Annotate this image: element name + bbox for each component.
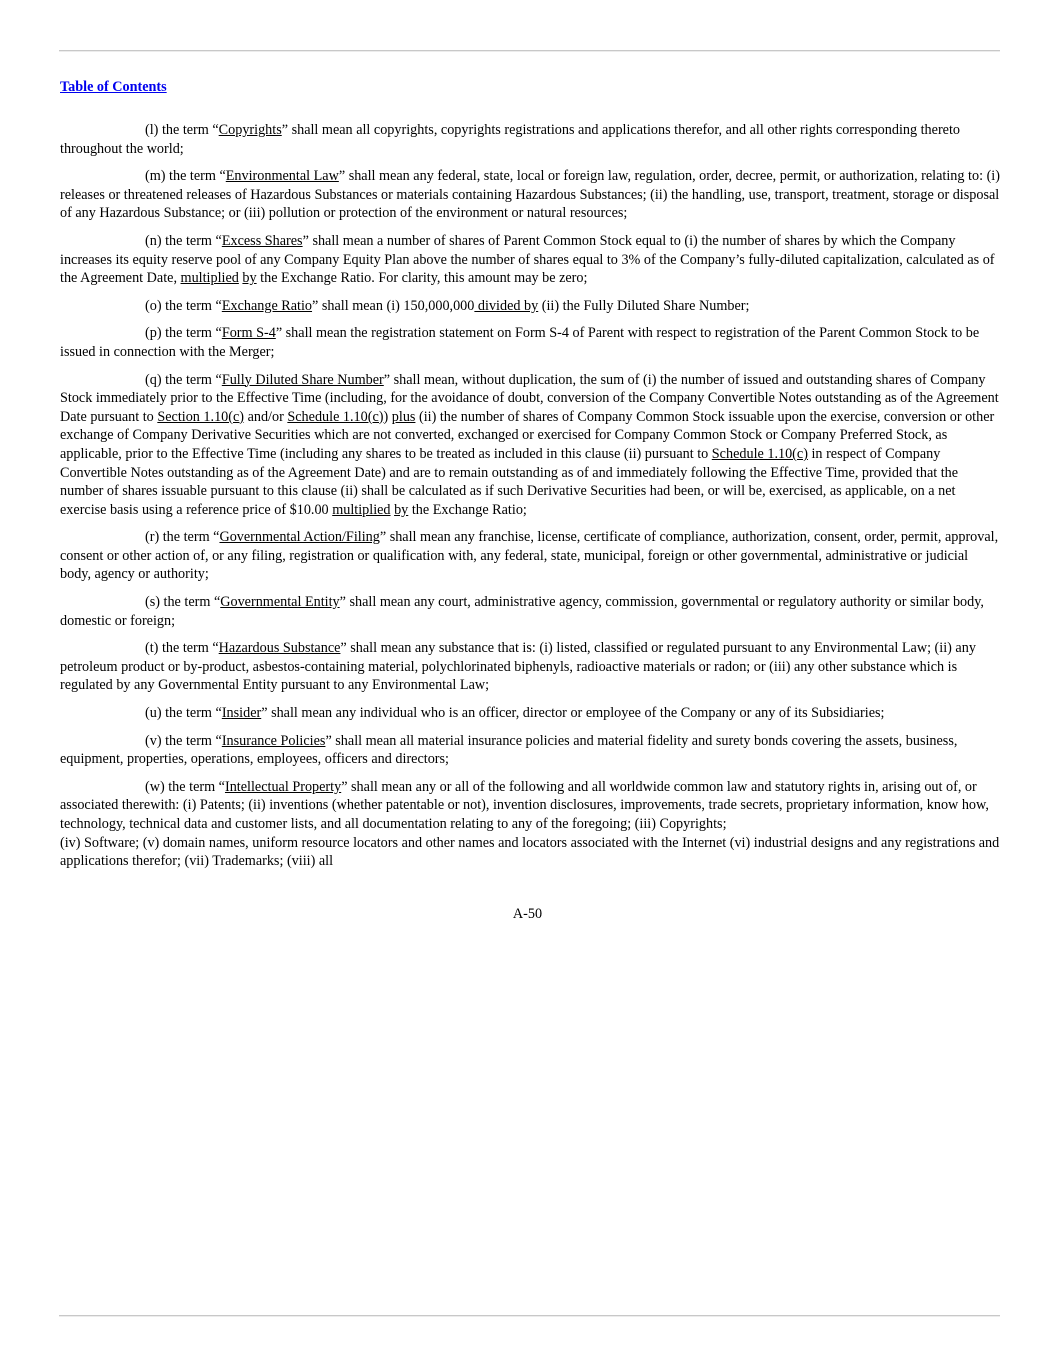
definition-insurance-policies: (v) the term “Insurance Policies” shall mean all material insurance policies and material fidelity and surety bonds covering the assets, business, equipment, properties, operations, employees, officers and directors;: [60, 732, 958, 768]
section-reference: Section 1.10(c): [157, 408, 245, 425]
defined-term: Governmental Action/Filing: [219, 529, 380, 546]
defined-term: Insurance Policies: [221, 732, 326, 749]
schedule-reference: Schedule 1.10(c): [711, 445, 808, 462]
definition-governmental-action-filing: (r) the term “Governmental Action/Filing” shall mean any franchise, license, certificate of compliance, authorization, consent, order, permit, approval, consent or other action of, or any filing, registration or qualification with, any federal, state, municipal, foreign or other governmental, administrative or judicial body, agency or authority;: [60, 529, 999, 583]
table-of-contents-link[interactable]: Table of Contents: [60, 79, 167, 95]
document-body: [60, 121, 1002, 880]
definition-fully-diluted-share-number: (q) the term “Fully Diluted Share Number” shall mean, without duplication, the sum of (i) the number of issued and outstanding shares of Company Stock immediately prior to the Effective Time (including, for the avoidance of doubt, conversion of the Company Convertible Notes outstanding as of the Agreement Date pursuant to Section 1.10(c) and/or Schedule 1.10(c)) plus (ii) the number of shares of Company Common Stock issuable upon the exercise, conversion or other exchange of Company Derivative Securities which are not converted, exchanged or exercised for Company Common Stock or Company Preferred Stock, as applicable, prior to the Effective Time (including any shares to be treated as included in this clause (ii) pursuant to Schedule 1.10(c) in respect of Company Convertible Notes outstanding as of the Agreement Date) and are to remain outstanding as of and immediately following the Effective Time, provided that the number of shares issuable pursuant to this clause (ii) shall be calculated as if such Derivative Securities had been, or will be, exercised, as applicable, on a net exercise basis using a reference price of $10.00 multiplied by the Exchange Ratio;: [60, 371, 999, 518]
page-number: A-50: [512, 906, 543, 922]
defined-term: Copyrights: [218, 122, 282, 138]
defined-term: Hazardous Substance: [218, 640, 341, 657]
definition-copyrights: (l) the term “Copyrights” shall mean all copyrights, copyrights registrations and applications therefor, and all other rights corresponding thereto throughout the world;: [60, 122, 961, 157]
definition-governmental-entity: (s) the term “Governmental Entity” shall mean any court, administrative agency, commission, governmental or regulatory authority or similar body, domestic or foreign;: [60, 594, 984, 629]
bottom-divider: [59, 1315, 1000, 1316]
defined-term: Excess Shares: [221, 232, 303, 249]
definition-hazardous-substance: (t) the term “Hazardous Substance” shall mean any substance that is: (i) listed, classified or regulated pursuant to any Environmental Law; (ii) any petroleum product or by-product, asbestos-containing material, polychlorinated biphenyls, radioactive materials or radon; or (iii) any other substance which is regulated by any Governmental Entity pursuant to any Environmental Law;: [60, 640, 976, 694]
definition-insider: (u) the term “Insider” shall mean any individual who is an officer, director or employee of the Company or any of its Subsidiaries;: [145, 705, 885, 722]
definition-exchange-ratio: (o) the term “Exchange Ratio” shall mean (i) 150,000,000 divided by (ii) the Fully Diluted Share Number;: [145, 297, 750, 314]
top-divider: [59, 50, 1000, 51]
defined-term: Exchange Ratio: [221, 297, 313, 314]
definition-environmental-law: (m) the term “Environmental Law” shall mean any federal, state, local or foreign law, regulation, order, decree, permit, or authorization, relating to: (i) releases or threatened releases of Hazardous Substances or materials containing Hazardous Substances; (ii) the handling, use, transport, treatment, storage or disposal of any Hazardous Substance; or (iii) pollution or protection of the environment or natural resources;: [60, 168, 1000, 222]
definition-form-s4: (p) the term “Form S-4” shall mean the registration statement on Form S-4 of Parent with respect to registration of the Parent Common Stock to be issued in connection with the Merger;: [60, 325, 980, 360]
defined-term: Governmental Entity: [220, 594, 340, 611]
defined-term: Fully Diluted Share Number: [221, 371, 384, 388]
defined-term: Form S-4: [221, 325, 276, 342]
defined-term: Environmental Law: [225, 168, 339, 185]
definition-excess-shares: (n) the term “Excess Shares” shall mean a number of shares of Parent Common Stock equal to (i) the number of shares by which the Company increases its equity reserve pool of any Company Equity Plan above the number of shares equal to 3% of the Company’s fully-diluted capitalization, calculated as of the Agreement Date, multiplied by the Exchange Ratio. For clarity, this amount may be zero;: [60, 232, 995, 287]
definition-intellectual-property: (w) the term “Intellectual Property” shall mean any or all of the following and all worldwide common law and statutory rights in, arising out of, or associated therewith: (i) Patents; (ii) inventions (whether patentable or not), invention disclosures, improvements, trade secrets, proprietary information, know how, technology, technical data and customer lists, and all documentation relating to any of the foregoing; (iii) Copyrights; (iv) Software; (v) domain names, uniform resource locators and other names and locators associated with the Internet (vi) industrial designs and any registrations and applications therefor; (vii) Trademarks; (viii) all: [60, 778, 1000, 870]
defined-term: Insider: [221, 705, 262, 722]
schedule-reference: Schedule 1.10(c): [287, 408, 384, 425]
defined-term: Intellectual Property: [224, 778, 342, 795]
